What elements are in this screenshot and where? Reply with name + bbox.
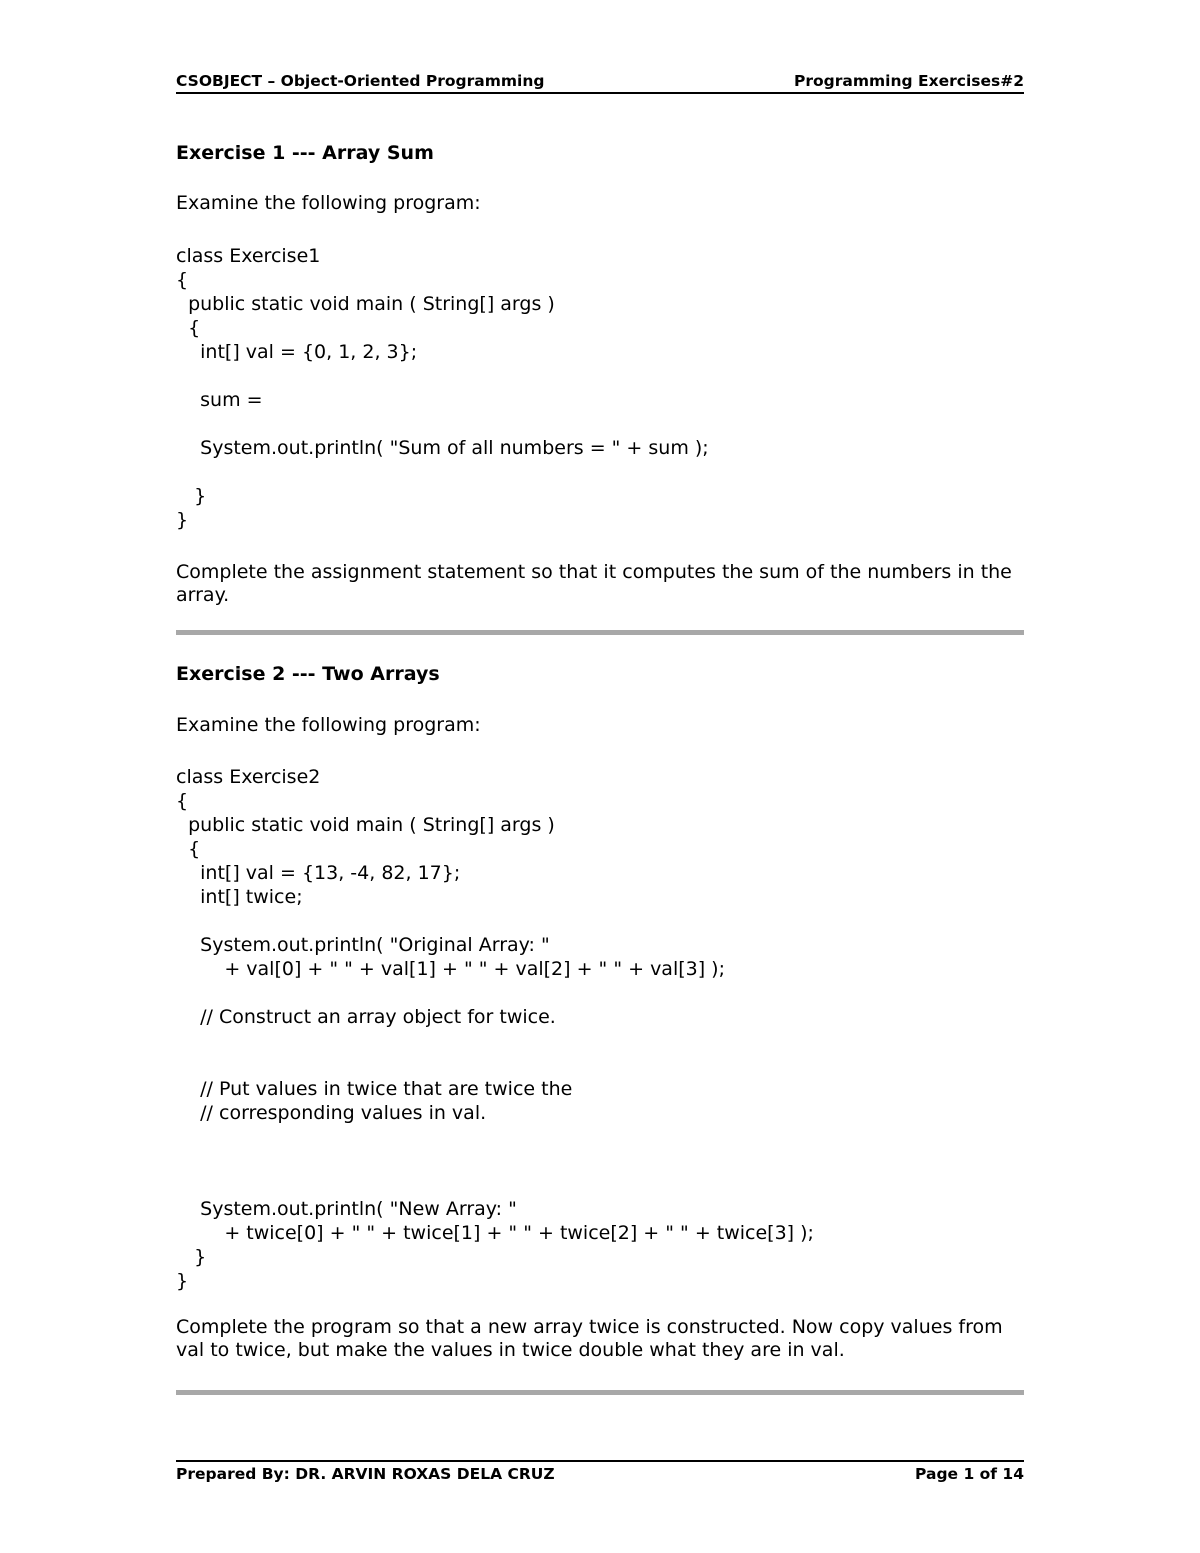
exercise-2-intro: Examine the following program: <box>176 714 481 736</box>
page-number: Page 1 of 14 <box>915 1465 1024 1483</box>
exercise-2-instructions: Complete the program so that a new array twice is constructed. Now copy values from val to twice, but make the values in twice double what they are in val. <box>176 1315 1003 1361</box>
header-rule <box>176 92 1024 94</box>
exercise-set-title: Programming Exercises#2 <box>794 72 1024 90</box>
page-header <box>176 70 1024 92</box>
page-footer <box>176 1463 1024 1485</box>
section-divider-1 <box>176 630 1024 635</box>
exercise-1-title: Exercise 1 --- Array Sum <box>176 142 434 164</box>
exercise-1-code: class Exercise1 { public static void main ( String[] args ) { int[] val = {0, 1, 2, 3}; sum = System.out.println( "Sum of all numbers = " + sum ); } } <box>176 244 709 531</box>
exercise-1-section <box>176 141 1024 608</box>
exercise-2-section <box>176 662 1024 1363</box>
author-credit: Prepared By: DR. ARVIN ROXAS DELA CRUZ <box>176 1465 555 1483</box>
exercise-2-title: Exercise 2 --- Two Arrays <box>176 663 440 685</box>
document-page <box>176 0 1024 1553</box>
section-divider-2 <box>176 1390 1024 1395</box>
course-title: CSOBJECT – Object-Oriented Programming <box>176 72 545 90</box>
exercise-1-instructions: Complete the assignment statement so that it computes the sum of the numbers in the array. <box>176 560 1012 606</box>
footer-rule <box>176 1460 1024 1462</box>
exercise-2-code: class Exercise2 { public static void main ( String[] args ) { int[] val = {13, -4, 82, 17}; int[] twice; System.out.println( "Original Array: " + val[0] + " " + val[1] + " " + val[2] + " " + val[3] ); // Construct an array object for twice. // Put values in twice that are twice the // corresponding values in val. System.out.println( "New Array: " + twice[0] + " " + twice[1] + " " + twice[2] + " " + twice[3] ); } } <box>176 765 814 1292</box>
exercise-1-intro: Examine the following program: <box>176 192 481 214</box>
